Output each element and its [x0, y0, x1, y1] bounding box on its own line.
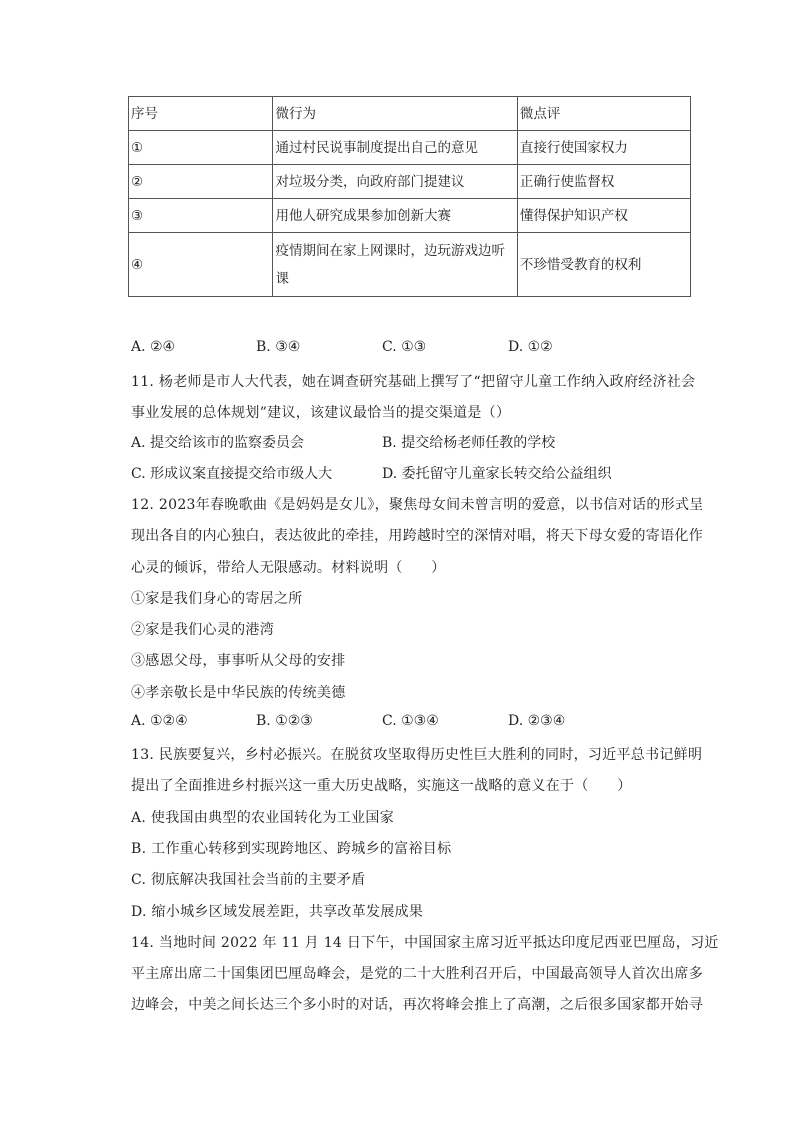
q12-option-c: C. ①③④	[382, 713, 439, 729]
q14-stem-line: 14. 当地时间 2022 年 11 月 14 日下午，中国国家主席习近平抵达印度尼西亚巴厘岛，习近	[131, 935, 719, 951]
table-cell: ①	[129, 131, 273, 165]
q10-option-b: B. ③④	[256, 339, 301, 355]
q12-statement: ①家是我们身心的寄居之所	[131, 591, 303, 607]
table-cell: 对垃圾分类，向政府部门提建议	[273, 165, 517, 199]
q11-stem-line: 事业发展的总体规划”建议，该建议最恰当的提交渠道是（）	[131, 405, 511, 421]
table-cell: 正确行使监督权	[517, 165, 690, 199]
q13-option-d: D. 缩小城乡区域发展差距，共享改革发展成果	[131, 904, 424, 920]
table-row	[129, 199, 691, 233]
q13-stem-line: 提出了全面推进乡村振兴这一重大历史战略，实施这一战略的意义在于（ ）	[131, 778, 632, 794]
table-header-cell: 序号	[129, 97, 273, 131]
q13-option-c: C. 彻底解决我国社会当前的主要矛盾	[131, 872, 366, 888]
q11-option-d: D. 委托留守儿童家长转交给公益组织	[382, 466, 612, 482]
table-cell-line: 课	[275, 270, 289, 287]
q12-statement: ④孝亲敬长是中华民族的传统美德	[131, 685, 346, 701]
q12-stem-line: 心灵的倾诉，带给人无限感动。材料说明（ ）	[131, 560, 446, 576]
table-cell-line: 疫情期间在家上网课时，边玩游戏边听	[275, 242, 505, 259]
q11-stem-line: 11. 杨老师是市人大代表，她在调查研究基础上撰写了“把留守儿童工作纳入政府经济社会	[131, 374, 696, 390]
q10-option-d: D. ①②	[508, 339, 553, 355]
q13-stem-line: 13. 民族要复兴，乡村必振兴。在脱贫攻坚取得历史性巨大胜利的同时，习近平总书记鲜明	[131, 747, 703, 763]
table-header-row	[129, 97, 691, 131]
q11-option-a: A. 提交给该市的监察委员会	[131, 435, 305, 451]
q14-stem-line: 平主席出席二十国集团巴厘岛峰会，是党的二十大胜利召开后，中国最高领导人首次出席多	[131, 966, 703, 982]
table-row	[129, 233, 691, 297]
table-header-cell: 微行为	[273, 97, 517, 131]
table-cell: 用他人研究成果参加创新大赛	[273, 199, 517, 233]
q12-statement: ③感恩父母，事事听从父母的安排	[131, 653, 346, 669]
table-cell: ③	[129, 199, 273, 233]
q13-option-a: A. 使我国由典型的农业国转化为工业国家	[131, 810, 395, 826]
q11-option-b: B. 提交给杨老师任教的学校	[382, 435, 556, 451]
q13-option-b: B. 工作重心转移到实现跨地区、跨城乡的富裕目标	[131, 841, 452, 857]
table-cell	[273, 233, 517, 297]
table-cell: ④	[129, 233, 273, 297]
q10-option-c: C. ①③	[382, 339, 427, 355]
table-cell: ②	[129, 165, 273, 199]
q14-stem-line: 边峰会，中美之间长达三个多小时的对话，再次将峰会推上了高潮，之后很多国家都开始寻	[131, 997, 703, 1013]
table-cell: 懂得保护知识产权	[517, 199, 690, 233]
table-cell: 直接行使国家权力	[517, 131, 690, 165]
q12-stem-line: 现出各自的内心独白，表达彼此的牵挂，用跨越时空的深情对唱，将天下母女爱的寄语化作	[131, 528, 703, 544]
table-row	[129, 165, 691, 199]
behavior-table	[128, 96, 691, 297]
table-header-cell: 微点评	[517, 97, 690, 131]
q12-option-b: B. ①②③	[256, 713, 313, 729]
q11-option-c: C. 形成议案直接提交给市级人大	[131, 466, 333, 482]
table-row	[129, 131, 691, 165]
q12-stem-line: 12. 2023年春晚歌曲《是妈妈是女儿》，聚焦母女间未曾言明的爱意，以书信对话的形式呈	[131, 497, 704, 513]
q12-option-d: D. ②③④	[508, 713, 566, 729]
q12-statement: ②家是我们心灵的港湾	[131, 622, 274, 638]
q12-option-a: A. ①②④	[131, 713, 188, 729]
table-cell: 不珍惜受教育的权利	[517, 233, 690, 297]
q10-option-a: A. ②④	[131, 339, 176, 355]
table-cell: 通过村民说事制度提出自己的意见	[273, 131, 517, 165]
